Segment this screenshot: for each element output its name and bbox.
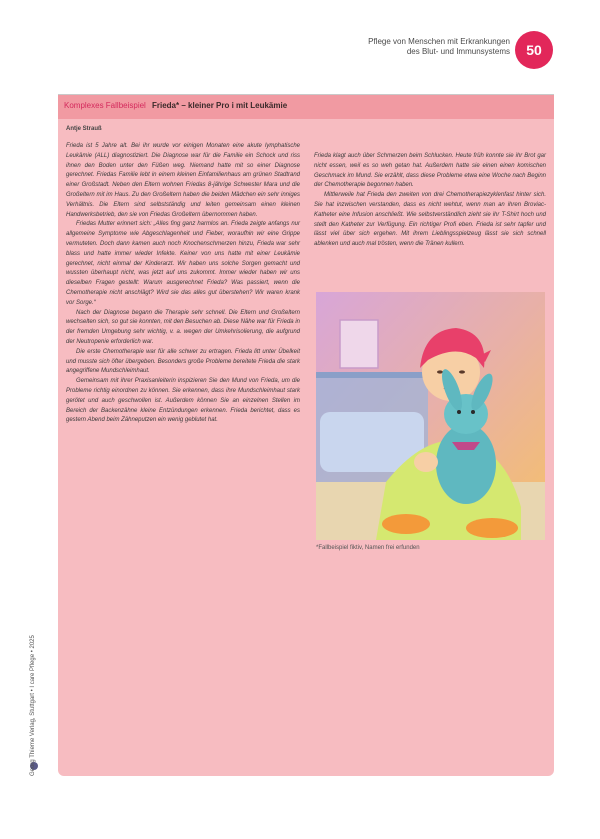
paragraph: Frieda klagt auch über Schmerzen beim Schlucken. Heute früh konnte sie ihr Brot gar nicht essen, weil es so weh getan hat. Außerdem hatte sie einen einen komischen Geschmack im Mund. Sie erzählt, dass diese Probleme etwa eine Woche nach Beginn der Chemotherapie begonnen haben.	[314, 153, 546, 189]
paragraph: Friedas Mutter erinnert sich: „Alles fing ganz harmlos an. Frieda zeigte anfangs nur allgemeine Symptome wie Abgeschlagenheit und Fieber, woraufhin wir eine Grippe vermuteten. Doch dann kamen auch noch Knochenschmerzen hinzu, Frieda war sehr blass und hatte immer wieder Infekte. Keiner von uns hatte mit einer Leukämie gerechnet, nicht einmal der Kinderarzt. Wir haben uns solche Sorgen gemacht und wussten überhaupt nicht, was jetzt auf uns zukommt. Immer wieder haben wir uns dieselben Fragen gestellt: Warum ausgerechnet Frieda? Was passiert, wenn die Chemotherapie nicht anschlägt? Wird sie das alles gut überstehen? Wir waren krank vor Sorge.“	[66, 221, 300, 306]
running-header	[250, 37, 510, 57]
bunny-eye-left	[457, 410, 461, 414]
bunny-eye-right	[471, 410, 475, 414]
case-study-header	[58, 94, 554, 119]
running-header-line-1: Pflege von Menschen mit Erkrankungen	[368, 37, 510, 46]
bunny-body	[436, 424, 496, 504]
child-foot-right	[466, 518, 518, 538]
child-with-bunny-illustration	[316, 292, 545, 540]
right-column	[314, 152, 546, 292]
bed-rail	[316, 372, 428, 378]
eye-left	[437, 370, 443, 373]
publisher-note: Georg Thieme Verlag, Stuttgart • I care Pflege • 2025	[30, 635, 36, 776]
child-foot-left	[382, 514, 430, 534]
figure-caption: *Fallbeispiel fiktiv, Namen frei erfunden	[316, 545, 420, 551]
child-hand	[414, 452, 438, 472]
paragraph: Gemeinsam mit ihrer Praxisanleiterin inspizieren Sie den Mund von Frieda, um die Probleme richtig einordnen zu können. Sie erkennen, dass ihre Mundschleimhaut stark gerötet und auch geschwollen ist. Außerdem können Sie an einzelnen Stellen im Bereich der Backenzähne kleine Entzündungen erkennen. Frieda berichtet, dass es gestern Abend beim Zähneputzen ein wenig geblutet hat.	[66, 378, 300, 424]
page-number-badge: 50	[515, 31, 553, 69]
running-header-line-2: des Blut- und Immunsystems	[406, 47, 510, 56]
eye-right	[459, 370, 465, 373]
author-name: Antje Strauß	[66, 126, 102, 132]
case-study-tag: Komplexes Fallbeispiel	[64, 101, 146, 110]
wall-picture	[340, 320, 378, 368]
left-column	[66, 142, 300, 552]
case-study-title: Frieda* – kleiner Pro i mit Leukämie	[152, 101, 288, 110]
paragraph: Nach der Diagnose begann die Therapie sehr schnell. Die Eltern und Großeltern wechselten sich, so gut sie konnten, mit den Besuchen ab. Diese Nähe war für Frieda in der fremden Umgebung sehr wichtig, v. a. wegen der Umkehrisolierung, die aufgrund der Neutropenie erforderlich war.	[66, 309, 300, 345]
paragraph: Frieda ist 5 Jahre alt. Bei ihr wurde vor einigen Monaten eine akute lymphatische Leukämie (ALL) diagnostiziert. Die Diagnose war für die Familie ein Schock und riss ihnen den Boden unter den Füßen weg. Niemand hatte mit so einer Diagnose gerechnet. Friedas Familie lebt in einem kleinen Einfamilienhaus am grünen Stadtrand einer Großstadt. Neben den Eltern wohnen Friedas 8-jährige Schwester Mara und die Großeltern mit im Haus. Zu den Großeltern haben die beiden Mädchen ein sehr inniges Verhältnis. Die Eltern sind selbstständig und leiten gemeinsam einen kleinen Handwerksbetrieb, den sie von Friedas Großeltern übernommen haben.	[66, 143, 300, 218]
paragraph: Die erste Chemotherapie war für alle schwer zu ertragen. Frieda litt unter Übelkeit und musste sich öfter übergeben. Besonders große Probleme bereitete Frieda die stark angegriffene Mundschleimhaut.	[66, 348, 300, 375]
paragraph: Mittlerweile hat Frieda den zweiten von drei Chemotherapiezyklenfast hinter sich. Sie hat inzwischen verstanden, dass es nicht wehtut, wenn man an ihren Broviac-Katheter eine Infusion anschließt. Wie selbstverständlich zieht sie ihr T-Shirt hoch und stellt den Katheter zur Verfügung. Ein richtiger Profi eben. Frieda ist sehr tapfer und lässt viel über sich ergehen. Mit ihrem Lieblingsspielzeug lässt sie sich schnell ablenken und auch mal trösten, wenn die Tränen kullern.	[314, 192, 546, 248]
